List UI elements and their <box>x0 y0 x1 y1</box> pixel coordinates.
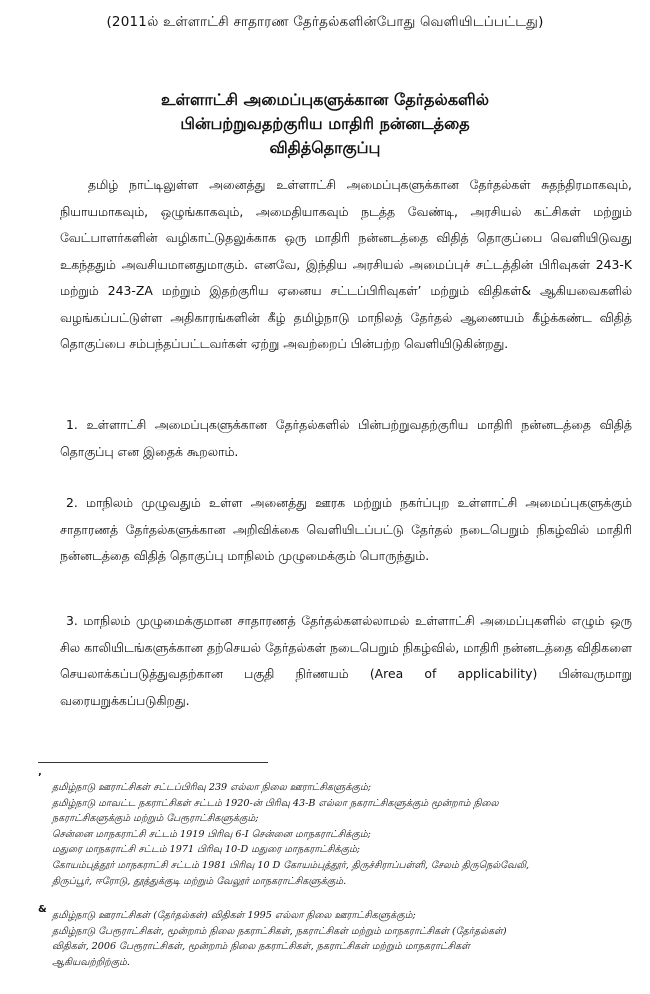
numbered-paragraph-1: 1. உள்ளாட்சி அமைப்புகளுக்கான தேர்தல்களில் பின்பற்றுவதற்குரிய மாதிரி நன்னடத்தை விதித் தொகுப்பு என இதைக் கூறலாம். <box>60 417 632 459</box>
title-line-3: விதித்தொகுப்பு <box>269 138 381 157</box>
numbered-paragraph-2: 2. மாநிலம் முழுவதும் உள்ள அனைத்து ஊரக மற்றும் நகர்ப்புற உள்ளாட்சி அமைப்புகளுக்கும் சாதாரணத் தேர்தல்களுக்கான அறிவிக்கை வெளியிடப்பட்டு தேர்தல் நடைபெறும் நிகழ்வில் மாதிரி நன்னடத்தை விதித் தொகுப்பு மாநிலம் முழுமைக்கும் பொருந்தும். <box>60 495 632 563</box>
header-note: (2011ல் உள்ளாட்சி சாதாரண தேர்தல்களின்போது வெளியிடப்பட்டது) <box>106 14 544 30</box>
footnote-1-line-1: தமிழ்நாடு ஊராட்சிகள் சட்டப்பிரிவு 239 எல்லா நிலை ஊராட்சிகளுக்கும்; <box>52 782 371 793</box>
footnote-2-line-2: தமிழ்நாடு பேரூராட்சிகள், மூன்றாம் நிலை நகராட்சிகள், நகராட்சிகள் மற்றும் மாநகராட்சிகள் (தேர்தல்கள்) <box>52 925 507 937</box>
footnote-1-marker: ’ <box>38 772 42 783</box>
footnote-2-line-3: விதிகள், 2006 பேரூராட்சிகள், மூன்றாம் நிலை நகராட்சிகள், நகராட்சிகள் மற்றும் மாநகராட்சிகள் <box>52 941 470 953</box>
footnote-2 <box>52 908 632 970</box>
document-title <box>0 88 650 160</box>
footnote-1-line-3: நகராட்சிகளுக்கும் மற்றும் பேரூராட்சிகளுக்கும்; <box>52 813 259 825</box>
footnote-1-line-2: தமிழ்நாடு மாவட்ட நகராட்சிகள் சட்டம் 1920-ன் பிரிவு 43-B எல்லா நகராட்சிகளுக்கும் மூன்றாம் நிலை <box>52 797 499 809</box>
footnote-2-line-4: ஆகியவற்றிற்கும். <box>52 956 130 968</box>
footnote-1-line-7: திருப்பூர், ஈரோடு, தூத்துக்குடி மற்றும் வேலூர் மாநகராட்சிகளுக்கும். <box>52 875 347 887</box>
footnote-1-line-4: சென்னை மாநகராட்சி சட்டம் 1919 பிரிவு 6-I சென்னை மாநகராட்சிக்கும்; <box>52 828 371 840</box>
footnote-1-line-5: மதுரை மாநகராட்சி சட்டம் 1971 பிரிவு 10-D மதுரை மாநகராட்சிக்கும்; <box>52 844 361 856</box>
footnote-divider <box>38 762 268 763</box>
title-line-2: பின்பற்றுவதற்குரிய மாதிரி நன்னடத்தை <box>180 114 470 133</box>
footnote-2-marker: & <box>38 904 47 915</box>
footnote-1 <box>52 780 632 889</box>
footnote-1-line-6: கோயம்புத்தூர் மாநகராட்சி சட்டம் 1981 பிரிவு 10 D கோயம்புத்தூர், திருச்சிராப்பள்ளி, சேலம் திருநெல்வேலி, <box>52 859 530 871</box>
intro-paragraph: தமிழ் நாட்டிலுள்ள அனைத்து உள்ளாட்சி அமைப்புகளுக்கான தேர்தல்கள் சுதந்திரமாகவும், நியாயமாகவும், ஒழுங்காகவும், அமைதியாகவும் நடத்த வேண்டி, அரசியல் கட்சிகள் மற்றும் வேட்பாளர்களின் வழிகாட்டுதலுக்காக ஒரு மாதிரி நன்னடத்தை விதித் தொகுப்பை வெளியிடுவது உகந்ததும் அவசியமானதுமாகும். எனவே, இந்திய அரசியல் அமைப்புச் சட்டத்தின் பிரிவுகள் 243-K மற்றும் 243-ZA மற்றும் இதற்குரிய ஏனைய சட்டப்பிரிவுகள்’ மற்றும் விதிகள்& ஆகியவைகளில் வழங்கப்பட்டுள்ள அதிகாரங்களின் கீழ் தமிழ்நாடு மாநிலத் தேர்தல் ஆணையம் கீழ்க்கண்ட விதித் தொகுப்பை சம்பந்தப்பட்டவர்கள் ஏற்று அவற்றைப் பின்பற்ற வெளியிடுகின்றது. <box>60 177 632 351</box>
numbered-paragraph-3: 3. மாநிலம் முழுமைக்குமான சாதாரணத் தேர்தல்களல்லாமல் உள்ளாட்சி அமைப்புகளில் எழும் ஒரு சில காலியிடங்களுக்கான தற்செயல் தேர்தல்கள் நடைபெறும் நிகழ்வில், மாதிரி நன்னடத்தை விதிகளை செயலாக்கப்படுத்துவதற்கான பகுதி நிர்ணயம் (Area of applicability) பின்வருமாறு வரையறுக்கப்படுகிறது. <box>60 613 632 708</box>
footnote-2-line-1: தமிழ்நாடு ஊராட்சிகள் (தேர்தல்கள்) விதிகள் 1995 எல்லா நிலை ஊராட்சிகளுக்கும்; <box>52 910 416 921</box>
title-line-1: உள்ளாட்சி அமைப்புகளுக்கான தேர்தல்களில் <box>160 90 490 109</box>
